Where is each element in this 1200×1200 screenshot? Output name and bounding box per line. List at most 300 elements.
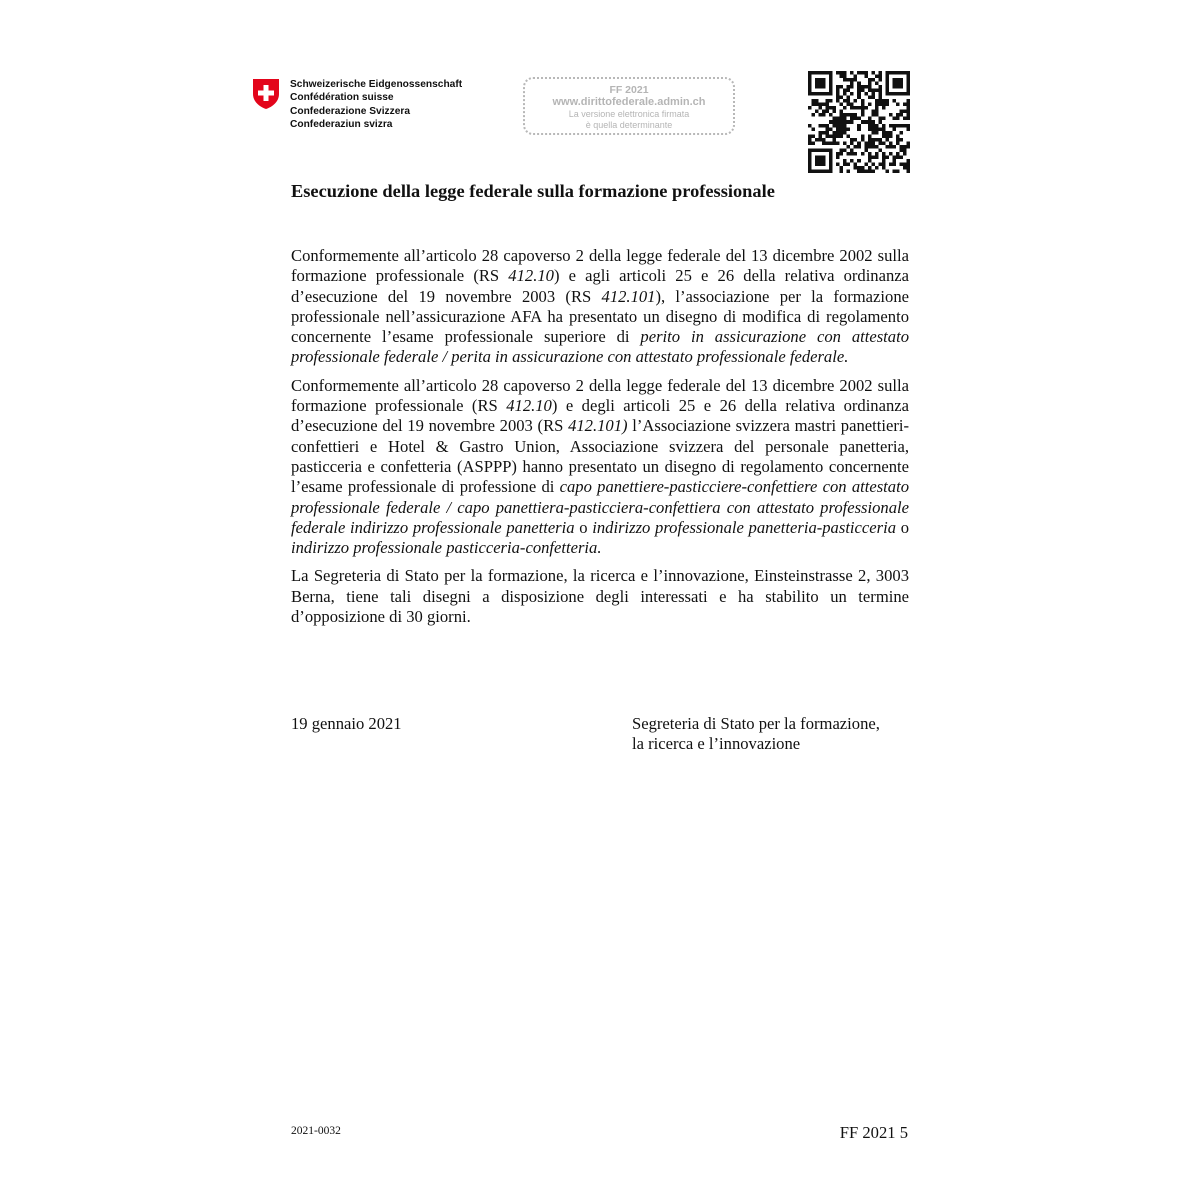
qr-module: [889, 141, 893, 145]
qr-module: [808, 71, 812, 75]
signature-block: [632, 714, 880, 755]
qr-module: [850, 103, 854, 107]
qr-module: [829, 106, 833, 110]
qr-module: [875, 124, 879, 128]
qr-module: [808, 159, 812, 163]
qr-module: [885, 99, 889, 103]
qr-module: [829, 166, 833, 170]
qr-module: [819, 124, 823, 128]
qr-module: [847, 134, 851, 138]
qr-module: [899, 124, 903, 128]
qr-module: [819, 106, 823, 110]
qr-module: [850, 82, 854, 86]
qr-module: [906, 78, 910, 82]
qr-module: [826, 141, 830, 145]
qr-module: [857, 166, 861, 170]
qr-module: [836, 162, 840, 166]
qr-module: [899, 145, 903, 149]
qr-module: [906, 141, 910, 145]
qr-module: [861, 71, 865, 75]
qr-module: [822, 71, 826, 75]
qr-module: [871, 92, 875, 96]
qr-module: [896, 117, 900, 121]
qr-module: [878, 85, 882, 89]
federation-name-fr: Confédération suisse: [290, 92, 394, 104]
rs-reference: 412.10: [508, 266, 554, 286]
qr-module: [829, 78, 833, 82]
qr-module: [847, 103, 851, 107]
qr-module: [843, 127, 847, 131]
qr-module: [861, 134, 865, 138]
qr-module: [875, 103, 879, 107]
qr-module: [854, 162, 858, 166]
qr-module: [812, 92, 816, 96]
qr-module: [882, 131, 886, 135]
qr-module: [850, 148, 854, 152]
qr-module: [882, 117, 886, 121]
qr-module: [854, 166, 858, 170]
qr-module: [878, 71, 882, 75]
qr-module: [833, 117, 837, 121]
qr-module: [864, 169, 868, 173]
qr-module: [826, 99, 830, 103]
qr-module: [871, 155, 875, 159]
qr-module: [808, 82, 812, 86]
qr-module: [836, 141, 840, 145]
qr-module: [826, 148, 830, 152]
qr-module: [854, 78, 858, 82]
qr-module: [829, 141, 833, 145]
qr-module: [861, 85, 865, 89]
qr-module: [882, 106, 886, 110]
qr-module: [861, 138, 865, 142]
stamp-publication: FF 2021: [609, 84, 649, 96]
qr-module: [871, 138, 875, 142]
qr-module: [906, 169, 910, 173]
qr-module: [850, 71, 854, 75]
qr-module: [892, 82, 896, 86]
qr-module: [903, 162, 907, 166]
qr-module: [868, 138, 872, 142]
qr-module: [868, 141, 872, 145]
qr-module: [892, 85, 896, 89]
qr-module: [808, 166, 812, 170]
qr-module: [826, 103, 830, 107]
qr-module: [857, 92, 861, 96]
qr-module: [868, 166, 872, 170]
qr-module: [868, 169, 872, 173]
qr-module: [815, 169, 819, 173]
qr-module: [847, 162, 851, 166]
qr-module: [819, 71, 823, 75]
qr-module: [885, 103, 889, 107]
qr-module: [864, 145, 868, 149]
text-span: l’Associazione svizzera mastri panettieri-confettieri e Hotel & Gastro Union, Associazione svizzera del personale panetteria, pasticceria e confetteria (ASPPP) hanno presentato un disegno di regolamento concernente l’esame professionale di professione di: [291, 416, 909, 497]
signature-line-2: la ricerca e l’innovazione: [632, 734, 801, 754]
qr-module: [812, 169, 816, 173]
qr-module: [899, 131, 903, 135]
qr-module: [840, 120, 844, 124]
qr-module: [892, 92, 896, 96]
qr-module: [843, 162, 847, 166]
qr-module: [857, 141, 861, 145]
qr-module: [889, 131, 893, 135]
qr-module: [819, 148, 823, 152]
qr-module: [826, 127, 830, 131]
qr-module: [899, 110, 903, 114]
qr-module: [836, 117, 840, 121]
qr-module: [857, 117, 861, 121]
qr-module: [871, 169, 875, 173]
qr-module: [843, 71, 847, 75]
qr-module: [871, 141, 875, 145]
qr-module: [903, 110, 907, 114]
qr-module: [819, 162, 823, 166]
qr-module: [843, 141, 847, 145]
qr-module: [808, 85, 812, 89]
qr-module: [885, 82, 889, 86]
qr-module: [854, 113, 858, 117]
qr-module: [854, 99, 858, 103]
qr-module: [889, 71, 893, 75]
profession-title: indirizzo professionale pasticceria-confetteria.: [291, 538, 602, 558]
qr-module: [868, 127, 872, 131]
qr-module: [896, 152, 900, 156]
qr-module: [836, 85, 840, 89]
qr-module: [833, 141, 837, 145]
qr-module: [892, 78, 896, 82]
qr-module: [850, 113, 854, 117]
qr-module: [847, 96, 851, 100]
qr-module: [815, 99, 819, 103]
qr-module: [826, 124, 830, 128]
qr-module: [854, 117, 858, 121]
qr-module: [892, 127, 896, 131]
qr-module: [808, 78, 812, 82]
qr-module: [833, 131, 837, 135]
qr-module: [854, 152, 858, 156]
qr-module: [889, 134, 893, 138]
qr-module: [847, 152, 851, 156]
qr-module: [861, 113, 865, 117]
qr-module: [829, 148, 833, 152]
qr-module: [850, 152, 854, 156]
qr-module: [882, 159, 886, 163]
qr-module: [808, 148, 812, 152]
qr-module: [868, 85, 872, 89]
qr-module: [843, 78, 847, 82]
signature-line-1: Segreteria di Stato per la formazione,: [632, 714, 880, 733]
qr-module: [906, 103, 910, 107]
qr-module: [899, 113, 903, 117]
qr-module: [836, 99, 840, 103]
paragraph-3: La Segreteria di Stato per la formazione, la ricerca e l’innovazione, Einsteinstrasse 2, 3003 Berna, tiene tali disegni a disposizione degli interessati e ha stabilito un termine d’opposizione di 30 giorni.: [291, 566, 909, 627]
qr-module: [840, 71, 844, 75]
qr-module: [822, 82, 826, 86]
qr-module: [840, 148, 844, 152]
qr-module: [829, 99, 833, 103]
qr-module: [882, 134, 886, 138]
electronic-version-stamp: [523, 77, 735, 135]
qr-module: [836, 71, 840, 75]
qr-module: [896, 138, 900, 142]
qr-module: [896, 71, 900, 75]
qr-module: [836, 152, 840, 156]
qr-module: [836, 127, 840, 131]
qr-module: [875, 113, 879, 117]
qr-module: [847, 169, 851, 173]
qr-module: [822, 124, 826, 128]
qr-module: [864, 162, 868, 166]
qr-module: [812, 148, 816, 152]
qr-module: [854, 75, 858, 79]
qr-module: [903, 117, 907, 121]
qr-module: [843, 106, 847, 110]
qr-module: [868, 89, 872, 93]
qr-module: [906, 145, 910, 149]
qr-module: [878, 103, 882, 107]
qr-module: [822, 169, 826, 173]
qr-module: [882, 127, 886, 131]
qr-module: [822, 110, 826, 114]
qr-module: [808, 155, 812, 159]
qr-module: [808, 162, 812, 166]
qr-module: [903, 166, 907, 170]
qr-module: [857, 124, 861, 128]
qr-module: [840, 166, 844, 170]
paragraph-1: [291, 246, 909, 368]
qr-module: [906, 99, 910, 103]
qr-module: [899, 71, 903, 75]
qr-module: [906, 166, 910, 170]
qr-module: [808, 138, 812, 142]
qr-module: [847, 78, 851, 82]
qr-module: [868, 134, 872, 138]
qr-module: [850, 117, 854, 121]
qr-module: [826, 71, 830, 75]
qr-module: [840, 134, 844, 138]
rs-reference: 412.10: [506, 396, 552, 416]
federation-name-rm: Confederaziun svizra: [290, 118, 393, 130]
qr-module: [815, 92, 819, 96]
qr-module: [882, 155, 886, 159]
qr-module: [906, 82, 910, 86]
qr-module: [829, 85, 833, 89]
qr-module: [826, 92, 830, 96]
qr-module: [819, 138, 823, 142]
document-date: 19 gennaio 2021: [291, 714, 402, 733]
qr-module: [903, 124, 907, 128]
qr-module: [829, 75, 833, 79]
qr-module: [885, 78, 889, 82]
qr-module: [899, 155, 903, 159]
qr-module: [896, 103, 900, 107]
qr-module: [822, 141, 826, 145]
qr-module: [822, 162, 826, 166]
qr-module: [843, 99, 847, 103]
qr-module: [906, 124, 910, 128]
qr-module: [861, 106, 865, 110]
qr-module: [815, 82, 819, 86]
qr-module: [871, 131, 875, 135]
qr-module: [847, 85, 851, 89]
qr-module: [836, 89, 840, 93]
qr-module: [836, 124, 840, 128]
qr-module: [857, 159, 861, 163]
qr-module: [815, 148, 819, 152]
federation-name-de: Schweizerische Eidgenossenschaft: [290, 79, 463, 90]
qr-module: [861, 120, 865, 124]
qr-module: [861, 103, 865, 107]
qr-module: [829, 71, 833, 75]
qr-module: [843, 131, 847, 135]
qr-module: [896, 124, 900, 128]
qr-module: [878, 96, 882, 100]
qr-module: [892, 169, 896, 173]
qr-module: [892, 71, 896, 75]
qr-module: [854, 145, 858, 149]
qr-module: [808, 75, 812, 79]
stamp-url[interactable]: www.dirittofederale.admin.ch: [552, 96, 706, 108]
qr-module: [833, 138, 837, 142]
qr-module: [857, 82, 861, 86]
qr-module: [896, 169, 900, 173]
qr-module: [826, 134, 830, 138]
qr-module: [850, 92, 854, 96]
qr-module: [833, 134, 837, 138]
qr-module: [864, 141, 868, 145]
profession-title: perito in assicurazione con attestato professionale federale / perita in assicurazione con attestato professionale federale.: [291, 327, 909, 367]
qr-module: [808, 92, 812, 96]
qr-module: [833, 120, 837, 124]
qr-module: [843, 117, 847, 121]
qr-module: [868, 103, 872, 107]
qr-module: [906, 89, 910, 93]
qr-module: [868, 82, 872, 86]
qr-module: [812, 71, 816, 75]
qr-module: [882, 99, 886, 103]
qr-module: [885, 169, 889, 173]
qr-module: [875, 75, 879, 79]
qr-module: [840, 127, 844, 131]
qr-module: [899, 138, 903, 142]
qr-module: [847, 145, 851, 149]
qr-module: [899, 162, 903, 166]
qr-module: [829, 89, 833, 93]
swiss-emblem-icon: [252, 78, 280, 110]
qr-module: [871, 120, 875, 124]
qr-module: [843, 89, 847, 93]
qr-module: [875, 131, 879, 135]
qr-module: [906, 162, 910, 166]
qr-module: [847, 113, 851, 117]
rs-reference: 412.101: [601, 286, 656, 306]
qr-module: [843, 124, 847, 128]
qr-module: [822, 131, 826, 135]
qr-module: [868, 152, 872, 156]
qr-module: [812, 113, 816, 117]
qr-module: [843, 148, 847, 152]
qr-module: [815, 85, 819, 89]
qr-module: [815, 159, 819, 163]
qr-module: [868, 78, 872, 82]
qr-code-icon: [808, 71, 910, 173]
stamp-note-1: La versione elettronica firmata: [568, 109, 690, 119]
qr-module: [882, 141, 886, 145]
qr-module: [854, 106, 858, 110]
qr-module: [875, 145, 879, 149]
qr-module: [861, 169, 865, 173]
qr-module: [878, 138, 882, 142]
qr-module: [819, 113, 823, 117]
qr-module: [822, 92, 826, 96]
qr-module: [840, 96, 844, 100]
qr-module: [850, 120, 854, 124]
qr-module: [889, 92, 893, 96]
qr-module: [857, 106, 861, 110]
qr-module: [819, 85, 823, 89]
qr-module: [896, 155, 900, 159]
qr-module: [850, 106, 854, 110]
qr-module: [822, 138, 826, 142]
qr-module: [903, 152, 907, 156]
qr-module: [815, 162, 819, 166]
qr-module: [896, 113, 900, 117]
qr-module: [847, 99, 851, 103]
qr-module: [819, 103, 823, 107]
qr-module: [906, 159, 910, 163]
qr-module: [889, 124, 893, 128]
qr-module: [868, 145, 872, 149]
qr-module: [875, 138, 879, 142]
text-span: o: [574, 517, 593, 537]
qr-module: [878, 92, 882, 96]
qr-module: [819, 82, 823, 86]
qr-module: [906, 92, 910, 96]
qr-module: [892, 159, 896, 163]
qr-module: [899, 82, 903, 86]
qr-module: [875, 127, 879, 131]
qr-module: [889, 113, 893, 117]
qr-module: [826, 110, 830, 114]
qr-module: [812, 99, 816, 103]
qr-module: [892, 162, 896, 166]
qr-module: [836, 92, 840, 96]
qr-module: [889, 145, 893, 149]
qr-module: [878, 141, 882, 145]
qr-module: [903, 103, 907, 107]
qr-module: [892, 145, 896, 149]
paragraph-2: [291, 376, 909, 559]
qr-module: [836, 96, 840, 100]
qr-module: [829, 92, 833, 96]
qr-module: [875, 82, 879, 86]
qr-module: [868, 159, 872, 163]
qr-module: [871, 78, 875, 82]
qr-module: [906, 113, 910, 117]
qr-module: [875, 155, 879, 159]
qr-module: [840, 110, 844, 114]
qr-module: [878, 75, 882, 79]
qr-module: [906, 110, 910, 114]
rs-reference: 412.101): [568, 416, 628, 436]
qr-module: [875, 99, 879, 103]
qr-module: [885, 145, 889, 149]
qr-module: [864, 85, 868, 89]
qr-module: [899, 85, 903, 89]
qr-module: [829, 82, 833, 86]
qr-module: [812, 141, 816, 145]
